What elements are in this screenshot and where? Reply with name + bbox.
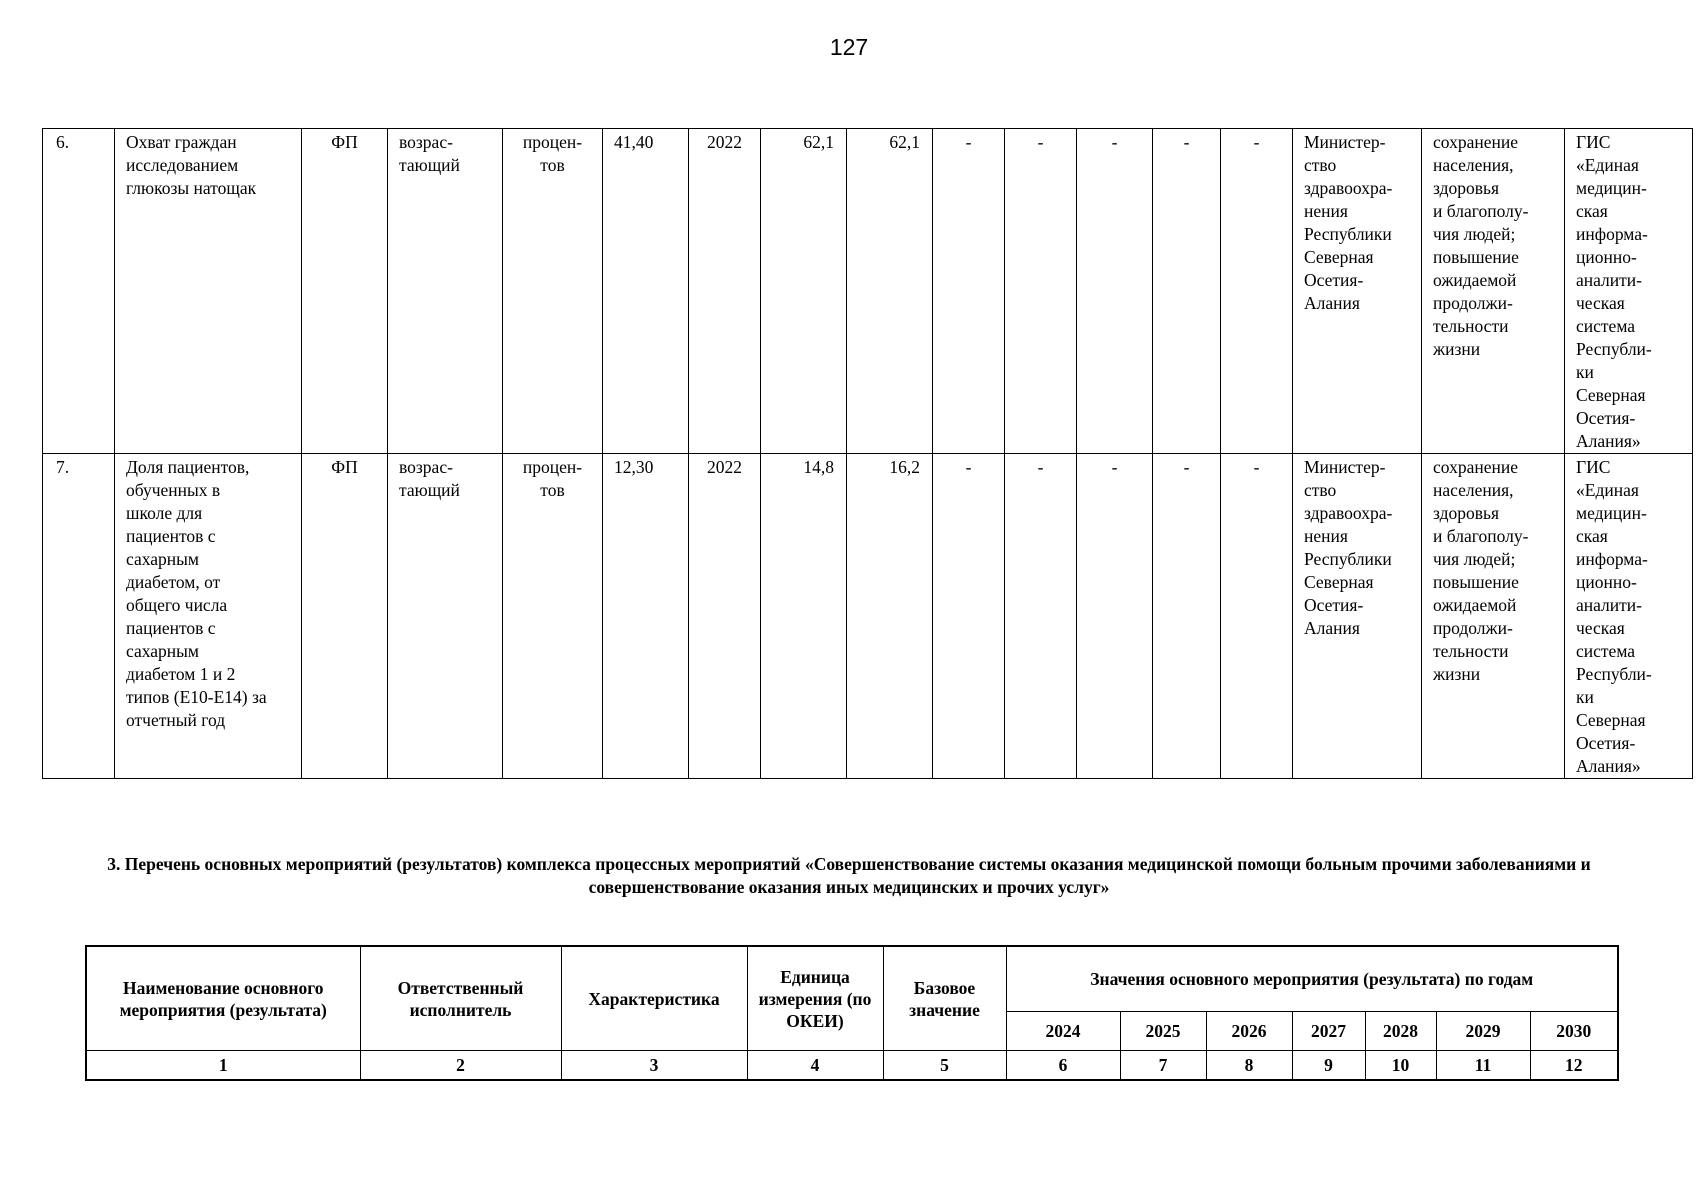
- responsible-body: Министер- ство здравоохра- нения Республики Северная Осетия- Алания: [1293, 454, 1422, 779]
- value-1: 14,8: [761, 454, 847, 779]
- value-dash: -: [1077, 454, 1153, 779]
- header-base-value: Базовое значение: [883, 946, 1006, 1051]
- section-heading: 3. Перечень основных мероприятий (результатов) комплекса процессных мероприятий «Совершенствование системы оказания медицинской помощи больным прочими заболеваниями и совершенствование оказания иных медицинских и прочих услуг»: [107, 854, 1591, 897]
- activities-table: [85, 945, 1619, 1081]
- header-row: [86, 946, 1618, 1012]
- header-activity-name: Наименование основного мероприятия (результата): [86, 946, 360, 1051]
- information-system: ГИС «Единая медицин- ская информа- ционно- аналити- ческая система Республи- ки Северная Осетия- Алания»: [1565, 454, 1693, 779]
- value-dash: -: [1077, 129, 1153, 454]
- column-number: 9: [1292, 1051, 1365, 1081]
- header-values-by-year: Значения основного мероприятия (результата) по годам: [1006, 946, 1618, 1012]
- column-number: 3: [561, 1051, 747, 1081]
- value-dash: -: [1005, 454, 1077, 779]
- column-number: 6: [1006, 1051, 1120, 1081]
- indicator-unit: процен- тов: [503, 129, 603, 454]
- column-number: 4: [747, 1051, 883, 1081]
- year-header: 2027: [1292, 1012, 1365, 1051]
- column-number: 7: [1120, 1051, 1206, 1081]
- year-header: 2030: [1530, 1012, 1618, 1051]
- header-responsible: Ответственный исполнитель: [360, 946, 561, 1051]
- year-header: 2024: [1006, 1012, 1120, 1051]
- national-goal: сохранение населения, здоровья и благополу- чия людей; повышение ожидаемой продолжи- тельности жизни: [1422, 129, 1565, 454]
- base-value: 41,40: [603, 129, 689, 454]
- column-number: 1: [86, 1051, 360, 1081]
- column-number: 5: [883, 1051, 1006, 1081]
- column-number: 8: [1206, 1051, 1292, 1081]
- year-header: 2028: [1365, 1012, 1436, 1051]
- value-2: 16,2: [847, 454, 933, 779]
- value-dash: -: [933, 129, 1005, 454]
- indicator-level: ФП: [302, 454, 388, 779]
- column-number: 12: [1530, 1051, 1618, 1081]
- row-number: 6.: [43, 129, 115, 454]
- header-characteristic: Характеристика: [561, 946, 747, 1051]
- year-header: 2025: [1120, 1012, 1206, 1051]
- column-numbers-row: [86, 1051, 1618, 1081]
- value-dash: -: [1153, 129, 1221, 454]
- column-number: 10: [1365, 1051, 1436, 1081]
- value-dash: -: [1153, 454, 1221, 779]
- information-system: ГИС «Единая медицин- ская информа- ционно- аналити- ческая система Республи- ки Северная Осетия- Алания»: [1565, 129, 1693, 454]
- indicator-name: Доля пациентов, обученных в школе для пациентов с сахарным диабетом, от общего числа пациентов с сахарным диабетом 1 и 2 типов (Е10-Е14) за отчетный год: [115, 454, 302, 779]
- year-header: 2026: [1206, 1012, 1292, 1051]
- row-number: 7.: [43, 454, 115, 779]
- indicator-name: Охват граждан исследованием глюкозы натощак: [115, 129, 302, 454]
- value-dash: -: [1221, 454, 1293, 779]
- indicator-level: ФП: [302, 129, 388, 454]
- table-row: [43, 129, 1693, 454]
- indicators-table: [42, 128, 1693, 779]
- value-2: 62,1: [847, 129, 933, 454]
- indicator-unit: процен- тов: [503, 454, 603, 779]
- year-header: 2029: [1436, 1012, 1530, 1051]
- national-goal: сохранение населения, здоровья и благополу- чия людей; повышение ожидаемой продолжи- тельности жизни: [1422, 454, 1565, 779]
- base-year: 2022: [689, 454, 761, 779]
- table-row: [43, 454, 1693, 779]
- indicator-trend: возрас- тающий: [388, 454, 503, 779]
- header-unit: Единица измерения (по ОКЕИ): [747, 946, 883, 1051]
- base-value: 12,30: [603, 454, 689, 779]
- value-1: 62,1: [761, 129, 847, 454]
- value-dash: -: [1005, 129, 1077, 454]
- value-dash: -: [1221, 129, 1293, 454]
- column-number: 11: [1436, 1051, 1530, 1081]
- base-year: 2022: [689, 129, 761, 454]
- responsible-body: Министер- ство здравоохра- нения Республики Северная Осетия- Алания: [1293, 129, 1422, 454]
- page-number: 127: [829, 34, 869, 60]
- indicator-trend: возрас- тающий: [388, 129, 503, 454]
- column-number: 2: [360, 1051, 561, 1081]
- value-dash: -: [933, 454, 1005, 779]
